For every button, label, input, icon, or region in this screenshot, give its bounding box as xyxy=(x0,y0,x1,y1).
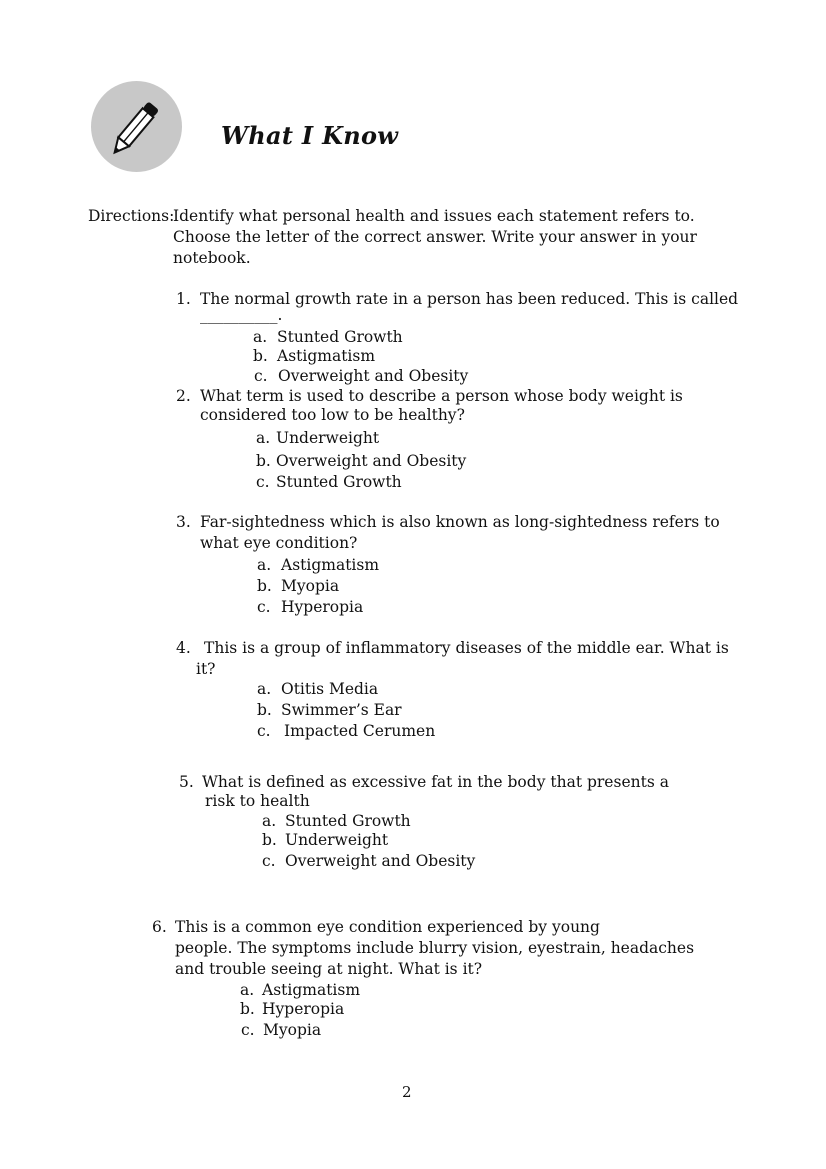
question-text: people. The symptoms include blurry vision, eyestrain, headaches xyxy=(175,939,695,957)
option-letter: b. xyxy=(257,577,272,595)
option-letter: c. xyxy=(262,852,276,870)
option-letter: a. xyxy=(256,429,271,447)
question-text: what eye condition? xyxy=(200,534,358,552)
option-letter: a. xyxy=(257,556,272,574)
question-text: risk to health xyxy=(205,792,310,810)
option-text: Overweight and Obesity xyxy=(285,852,476,870)
question-text: it? xyxy=(196,660,216,678)
question-text: Far-sightedness which is also known as long-sightedness refers to xyxy=(200,513,720,531)
option-text: Astigmatism xyxy=(262,981,361,999)
option-text: Hyperopia xyxy=(262,1000,345,1018)
pencil-icon xyxy=(91,81,182,172)
answer-blank: __________. xyxy=(200,306,283,324)
question-text: What is defined as excessive fat in the body that presents a xyxy=(202,773,669,791)
option-text: Myopia xyxy=(281,577,340,595)
question-text: What term is used to describe a person whose body weight is xyxy=(200,387,683,405)
question-number: 6. xyxy=(152,918,167,936)
question-text: This is a group of inflammatory diseases of the middle ear. What is xyxy=(204,639,729,657)
option-letter: b. xyxy=(253,347,268,365)
directions-label: Directions: xyxy=(88,207,175,225)
page-number: 2 xyxy=(402,1083,412,1101)
question-number: 5. xyxy=(179,773,194,791)
option-text: Otitis Media xyxy=(281,680,379,698)
option-text: Overweight and Obesity xyxy=(278,367,469,385)
option-letter: c. xyxy=(254,367,268,385)
question-text: This is a common eye condition experienced by young xyxy=(175,918,600,936)
page-title: What I Know xyxy=(221,121,399,150)
option-letter: a. xyxy=(240,981,255,999)
question-number: 1. xyxy=(176,290,191,308)
option-letter: b. xyxy=(240,1000,255,1018)
question-number: 4. xyxy=(176,639,191,657)
option-text: Underweight xyxy=(285,831,389,849)
option-text: Stunted Growth xyxy=(277,328,403,346)
option-text: Overweight and Obesity xyxy=(276,452,467,470)
option-text: Impacted Cerumen xyxy=(284,722,436,740)
option-letter: a. xyxy=(253,328,268,346)
directions-line: Choose the letter of the correct answer. Write your answer in your xyxy=(173,228,697,246)
question-number: 2. xyxy=(176,387,191,405)
option-text: Stunted Growth xyxy=(285,812,411,830)
option-letter: c. xyxy=(256,473,270,491)
option-text: Astigmatism xyxy=(281,556,380,574)
option-text: Swimmer’s Ear xyxy=(281,701,402,719)
option-text: Stunted Growth xyxy=(276,473,402,491)
option-letter: b. xyxy=(257,701,272,719)
option-letter: a. xyxy=(257,680,272,698)
option-text: Underweight xyxy=(276,429,380,447)
option-text: Astigmatism xyxy=(277,347,376,365)
option-letter: c. xyxy=(257,598,271,616)
pencil-badge xyxy=(91,81,182,172)
option-letter: a. xyxy=(262,812,277,830)
option-letter: c. xyxy=(241,1021,255,1039)
question-text: considered too low to be healthy? xyxy=(200,406,465,424)
option-letter: b. xyxy=(262,831,277,849)
directions-line: notebook. xyxy=(173,249,251,267)
option-letter: c. xyxy=(257,722,271,740)
option-letter: b. xyxy=(256,452,271,470)
question-number: 3. xyxy=(176,513,191,531)
question-text: The normal growth rate in a person has been reduced. This is called xyxy=(200,290,739,308)
option-text: Hyperopia xyxy=(281,598,364,616)
directions-line: Identify what personal health and issues each statement refers to. xyxy=(173,207,695,225)
question-text: and trouble seeing at night. What is it? xyxy=(175,960,483,978)
option-text: Myopia xyxy=(263,1021,322,1039)
